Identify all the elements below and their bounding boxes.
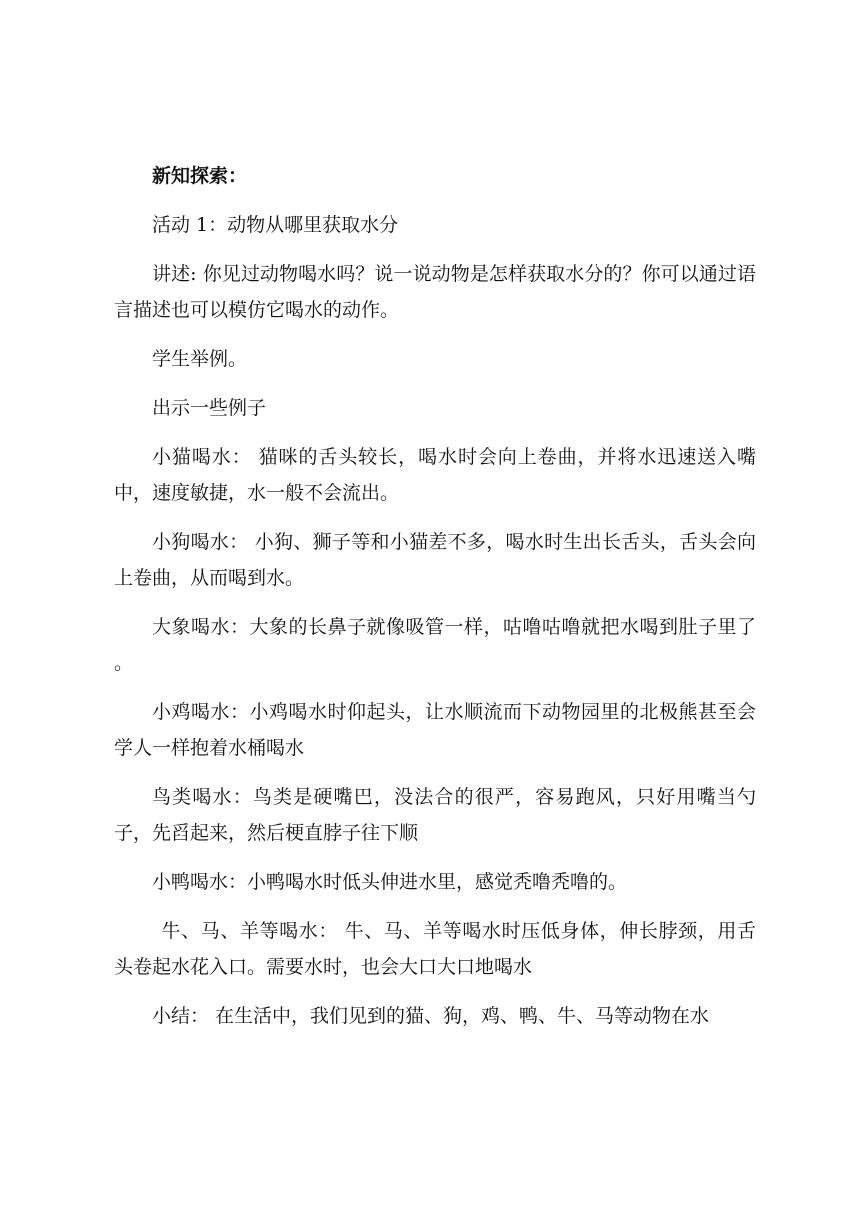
summary-paragraph: 小结： 在生活中，我们见到的猫、狗，鸡、鸭、牛、马等动物在水 — [152, 1005, 710, 1027]
birds-drinking-paragraph: 鸟类喝水：鸟类是硬嘴巴，没法合的很严，容易跑风，只好用嘴当勺子，先舀起来，然后梗直脖子往下顺 — [114, 786, 756, 844]
activity-title: 活动 1：动物从哪里获取水分 — [152, 214, 399, 236]
elephant-drinking-paragraph: 大象喝水：大象的长鼻子就像吸管一样，咕噜咕噜就把水喝到肚子里了 。 — [114, 616, 756, 674]
narration-paragraph: 讲述: 你见过动物喝水吗？说一说动物是怎样获取水分的？你可以通过语言描述也可以模仿它喝水的动作。 — [114, 263, 756, 321]
student-examples-paragraph: 学生举例。 — [152, 348, 248, 370]
section-heading: 新知探索： — [152, 165, 248, 187]
cattle-drinking-paragraph: 牛、马、羊等喝水： 牛、马、羊等喝水时压低身体，伸长脖颈，用舌头卷起水花入口。需要水时，也会大口大口地喝水 — [114, 920, 756, 978]
puppy-drinking-paragraph: 小狗喝水： 小狗、狮子等和小猫差不多，喝水时生出长舌头，舌头会向上卷曲，从而喝到水。 — [114, 531, 756, 589]
show-examples-paragraph: 出示一些例子 — [152, 397, 267, 419]
document-body — [114, 158, 756, 1034]
kitten-drinking-paragraph: 小猫喝水： 猫咪的舌头较长，喝水时会向上卷曲，并将水迅速送入嘴中，速度敏捷，水一般不会流出。 — [114, 446, 756, 504]
chick-drinking-paragraph: 小鸡喝水：小鸡喝水时仰起头，让水顺流而下动物园里的北极熊甚至会学人一样抱着水桶喝水 — [114, 701, 756, 759]
duckling-drinking-paragraph: 小鸭喝水：小鸭喝水时低头伸进水里，感觉秃噜秃噜的。 — [152, 871, 628, 893]
